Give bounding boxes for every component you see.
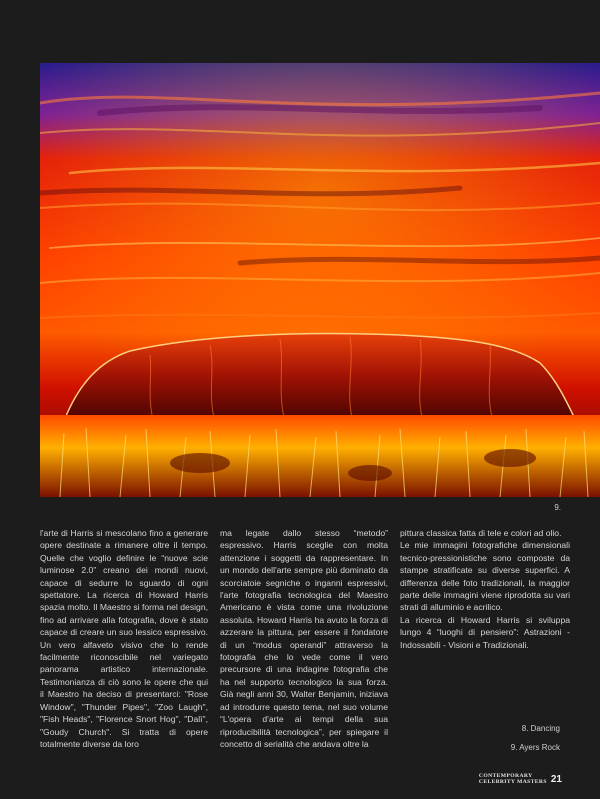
ayers-rock-illustration (40, 63, 600, 497)
caption-ayers-rock: 9. Ayers Rock (510, 743, 560, 752)
text-column-2 (220, 527, 388, 750)
text-column-1 (40, 527, 208, 750)
paragraph: La ricerca di Howard Harris si sviluppa lungo 4 “luoghi di pensiero”: Astrazioni - Indossabili - Visioni e Tradizionali. (400, 614, 570, 650)
caption-dancing: 8. Dancing (521, 724, 560, 733)
paragraph: pittura classica fatta di tele e colori ad olio. (400, 528, 562, 538)
page-footer (479, 773, 562, 785)
page-number: 21 (550, 773, 562, 785)
figure-number: 9. (554, 503, 561, 512)
paragraph: Le mie immagini fotografiche dimensionali tecnico-pressionistiche sono composte da stampe stratificate su diverse superfici. A differenza delle foto tradizionali, la maggior parte delle immagini viene riprodotta su vari strati di alluminio e acrilico. (400, 540, 570, 613)
magazine-name-line-1: CONTEMPORARY (478, 773, 533, 779)
ayers-rock-photo (40, 63, 600, 497)
magazine-logo (479, 773, 547, 785)
text-column-3 (400, 527, 570, 651)
image-captions (511, 719, 560, 757)
paragraph: ma legate dallo stesso “metodo” espressivo. Harris sceglie con molta attenzione i soggetti da rappresentare. In un mondo dell'arte sempre più dominato da scorciatoie segniche o inganni espressivi, l'arte fotografia tecnologica del Maestro Americano è vista come una rivoluzione assoluta. Howard Harris ha avuto la forza di azzerare la pittura, per essere il fondatore di un “modus operandi” attraverso la fotografia che lo vede come il vero precursore di una indagine fotografia che ha nel supporto tecnologico la sua forza. Già negli anni 30, Walter Benjamin, iniziava ad introdurre questo tema, nel suo volume “L'opera d'arte ai tempi della sua riproducibilità tecnologica”, per spiegare il concetto di serialità che andava oltre la (220, 528, 388, 749)
paragraph: l'arte di Harris si mescolano fino a generare opere destinate a rimanere oltre il tempo. Quelle che voglio definire le “nuove scie luminose 2.0” creano dei mondi nuovi, capace di sedurre lo sguardo di ogni spettatore. La ricerca di Howard Harris spazia molto. Il Maestro si forma nel design, fino ad arrivare alla fotografia, dove è stato capace di creare un suo lessico espressivo. Un vero alfaveto visivo che lo rende facilmente riconoscibile nel variegato panorama artistico internazionale. Testimonianza di ciò sono le opere che qui il Maestro ha deciso di presentarci: "Rose Window", "Thunder Pipes", "Zoo Laugh", "Fish Heads", "Florence Snort Hog", "Dalì", "Goudy Church". Si tratta di opere totalmente diverse da loro (40, 528, 208, 749)
magazine-name-line-2: CELEBRITY MASTERS (478, 779, 547, 785)
